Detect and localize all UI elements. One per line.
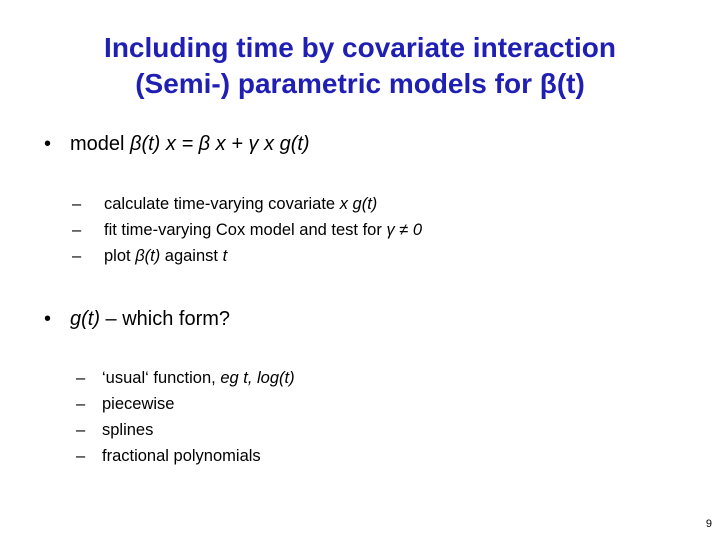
sub-item-italic-2: t [222, 247, 228, 265]
dash-marker: – [72, 247, 82, 265]
sub-item-usual [76, 368, 295, 388]
slide-title [0, 30, 720, 102]
sub-item-italic: x g(t) [339, 195, 378, 213]
dash-marker: – [72, 195, 82, 213]
sub-item-text: fractional polynomials [102, 447, 261, 465]
sub-item-text: calculate time-varying covariate [104, 195, 340, 213]
sub-item-plot [72, 246, 227, 266]
sub-item-splines [76, 420, 153, 440]
sub-item-piecewise [76, 394, 174, 414]
dash-marker: – [76, 447, 86, 465]
bullet-gt [44, 307, 230, 331]
bullet-model-formula: β(t) x = β x + γ x g(t) [130, 133, 310, 155]
dash-marker: – [76, 369, 86, 387]
title-line-2: (Semi-) parametric models for β(t) [135, 68, 585, 99]
sub-item-suffix: against [160, 247, 223, 265]
sub-item-text: piecewise [102, 395, 175, 413]
bullet-model-prefix: model [70, 133, 131, 155]
dash-marker: – [72, 221, 82, 239]
dash-marker: – [76, 421, 86, 439]
bullet-marker: • [44, 133, 52, 155]
sub-item-calculate [72, 194, 377, 214]
dash-marker: – [76, 395, 86, 413]
bullet-gt-rest: – which form? [100, 308, 231, 330]
sub-item-text: splines [102, 421, 154, 439]
bullet-gt-formula: g(t) [70, 308, 100, 330]
page-number: 9 [705, 518, 712, 530]
sub-item-italic: γ ≠ 0 [386, 221, 423, 239]
sub-item-italic: eg t, log(t) [220, 369, 295, 387]
sub-item-fit [72, 220, 422, 240]
bullet-marker: • [44, 308, 52, 330]
sub-item-fractional [76, 446, 261, 466]
sub-item-italic: β(t) [135, 247, 161, 265]
sub-item-text: plot [104, 247, 136, 265]
sub-item-text: fit time-varying Cox model and test for [104, 221, 387, 239]
sub-item-text: ‘usual‘ function, [102, 369, 221, 387]
bullet-model [44, 132, 310, 156]
title-line-1: Including time by covariate interaction [104, 32, 616, 63]
